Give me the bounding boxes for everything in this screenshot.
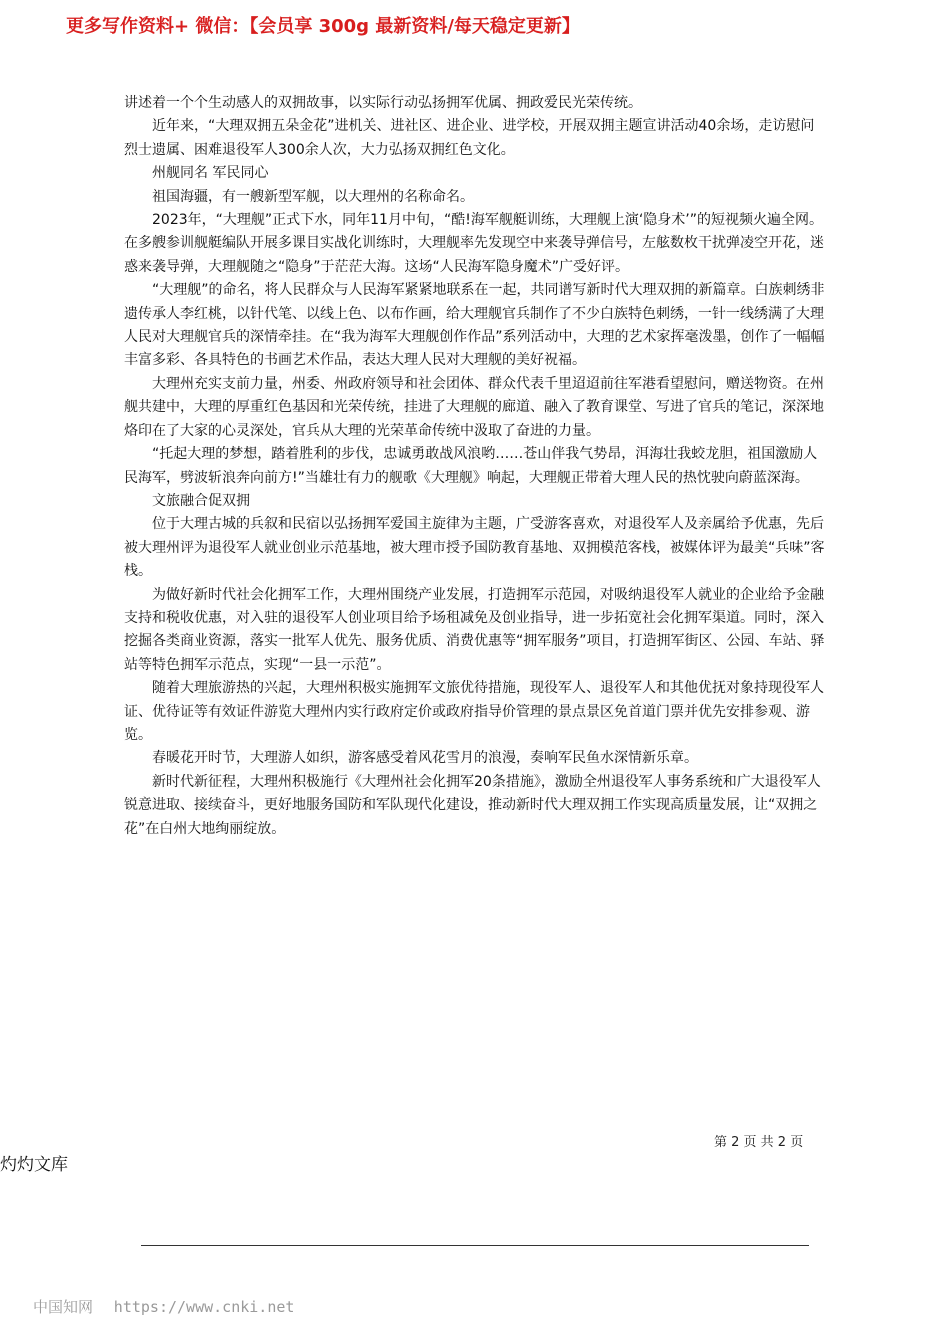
site-url[interactable]: https://www.cnki.net [113, 1298, 295, 1316]
paragraph: 位于大理古城的兵叙和民宿以弘扬拥军爱国主旋律为主题，广受游客喜欢，对退役军人及亲属给予优惠，先后被大理州评为退役军人就业创业示范基地，被大理市授予国防教育基地、双拥模范客栈，被媒体评为最美“兵味”客栈。 [124, 516, 825, 580]
site-name: 中国知网 [33, 1298, 94, 1316]
footer-watermark [33, 1296, 294, 1317]
paragraph: 2023年，“大理舰”正式下水，同年11月中旬，“酷!海军舰艇训练，大理舰上演‘隐身术’”的短视频火遍全网。在多艘参训舰艇编队开展多课目实战化训练时，大理舰率先发现空中来袭导弹信号，左舷数枚干扰弹凌空开花，迷惑来袭导弹，大理舰随之“隐身”于茫茫大海。这场“人民海军隐身魔术”广受好评。 [124, 212, 824, 275]
paragraph: 为做好新时代社会化拥军工作，大理州围绕产业发展，打造拥军示范园，对吸纳退役军人就业的企业给予金融支持和税收优惠，对入驻的退役军人创业项目给予场租减免及创业指导，进一步拓宽社会化拥军渠道。同时，深入挖掘各类商业资源，落实一批军人优先、服务优质、消费优惠等“拥军服务”项目，打造拥军街区、公园、车站、驿站等特色拥军示范点，实现“一县一示范”。 [124, 586, 825, 673]
paragraph: 春暖花开时节，大理游人如织，游客感受着风花雪月的浪漫，奏响军民鱼水深情新乐章。 [152, 750, 698, 767]
article-body [124, 92, 828, 841]
paragraph: 祖国海疆，有一艘新型军舰，以大理州的名称命名。 [152, 188, 474, 205]
paragraph: 随着大理旅游热的兴起，大理州积极实施拥军文旅优待措施，现役军人、退役军人和其他优抚对象持现役军人证、优待证等有效证件游览大理州内实行政府定价或政府指导价管理的景点景区免首道门票并优先安排参观、游览。 [124, 680, 824, 743]
paragraph: “大理舰”的命名，将人民群众与人民海军紧紧地联系在一起，共同谱写新时代大理双拥的新篇章。白族刺绣非遗传承人李红桃，以针代笔、以线上色、以布作画，给大理舰官兵制作了不少白族特色刺绣，一针一线绣满了大理人民对大理舰官兵的深情牵挂。在“我为海军大理舰创作作品”系列活动中，大理的艺术家挥毫泼墨，创作了一幅幅丰富多彩、各具特色的书画艺术作品，表达大理人民对大理舰的美好祝福。 [124, 282, 825, 369]
section-heading: 文旅融合促双拥 [152, 492, 250, 509]
library-label: 灼灼文库 [0, 1155, 68, 1175]
promo-banner: 更多写作资料+ 微信：【会员享 300g 最新资料/每天稳定更新】 [66, 16, 580, 37]
paragraph: “托起大理的梦想，踏着胜利的步伐，忠诚勇敢战风浪哟……苍山伴我气势昂，洱海壮我蛟龙胆，祖国激励人民海军，劈波斩浪奔向前方!”当雄壮有力的舰歌《大理舰》响起，大理舰正带着大理人民的热忱驶向蔚蓝深海。 [124, 446, 818, 486]
page-number: 第 2 页 共 2 页 [714, 1135, 804, 1150]
paragraph: 讲述着一个个生动感人的双拥故事，以实际行动弘扬拥军优属、拥政爱民光荣传统。 [124, 95, 642, 111]
section-heading: 州舰同名 军民同心 [152, 165, 269, 182]
paragraph: 新时代新征程，大理州积极施行《大理州社会化拥军20条措施》，激励全州退役军人事务系统和广大退役军人锐意进取、接续奋斗，更好地服务国防和军队现代化建设，推动新时代大理双拥工作实现高质量发展，让“双拥之花”在白州大地绚丽绽放。 [124, 773, 821, 837]
paragraph: 大理州充实支前力量，州委、州政府领导和社会团体、群众代表千里迢迢前往军港看望慰问，赠送物资。在州舰共建中，大理的厚重红色基因和光荣传统，挂进了大理舰的廊道、融入了教育课堂、写进了官兵的笔记，深深地烙印在了大家的心灵深处，官兵从大理的光荣革命传统中汲取了奋进的力量。 [124, 375, 824, 439]
paragraph: 近年来，“大理双拥五朵金花”进机关、进社区、进企业、进学校，开展双拥主题宣讲活动40余场，走访慰问烈士遗属、困难退役军人300余人次，大力弘扬双拥红色文化。 [124, 118, 815, 158]
footer-divider [141, 1245, 809, 1246]
